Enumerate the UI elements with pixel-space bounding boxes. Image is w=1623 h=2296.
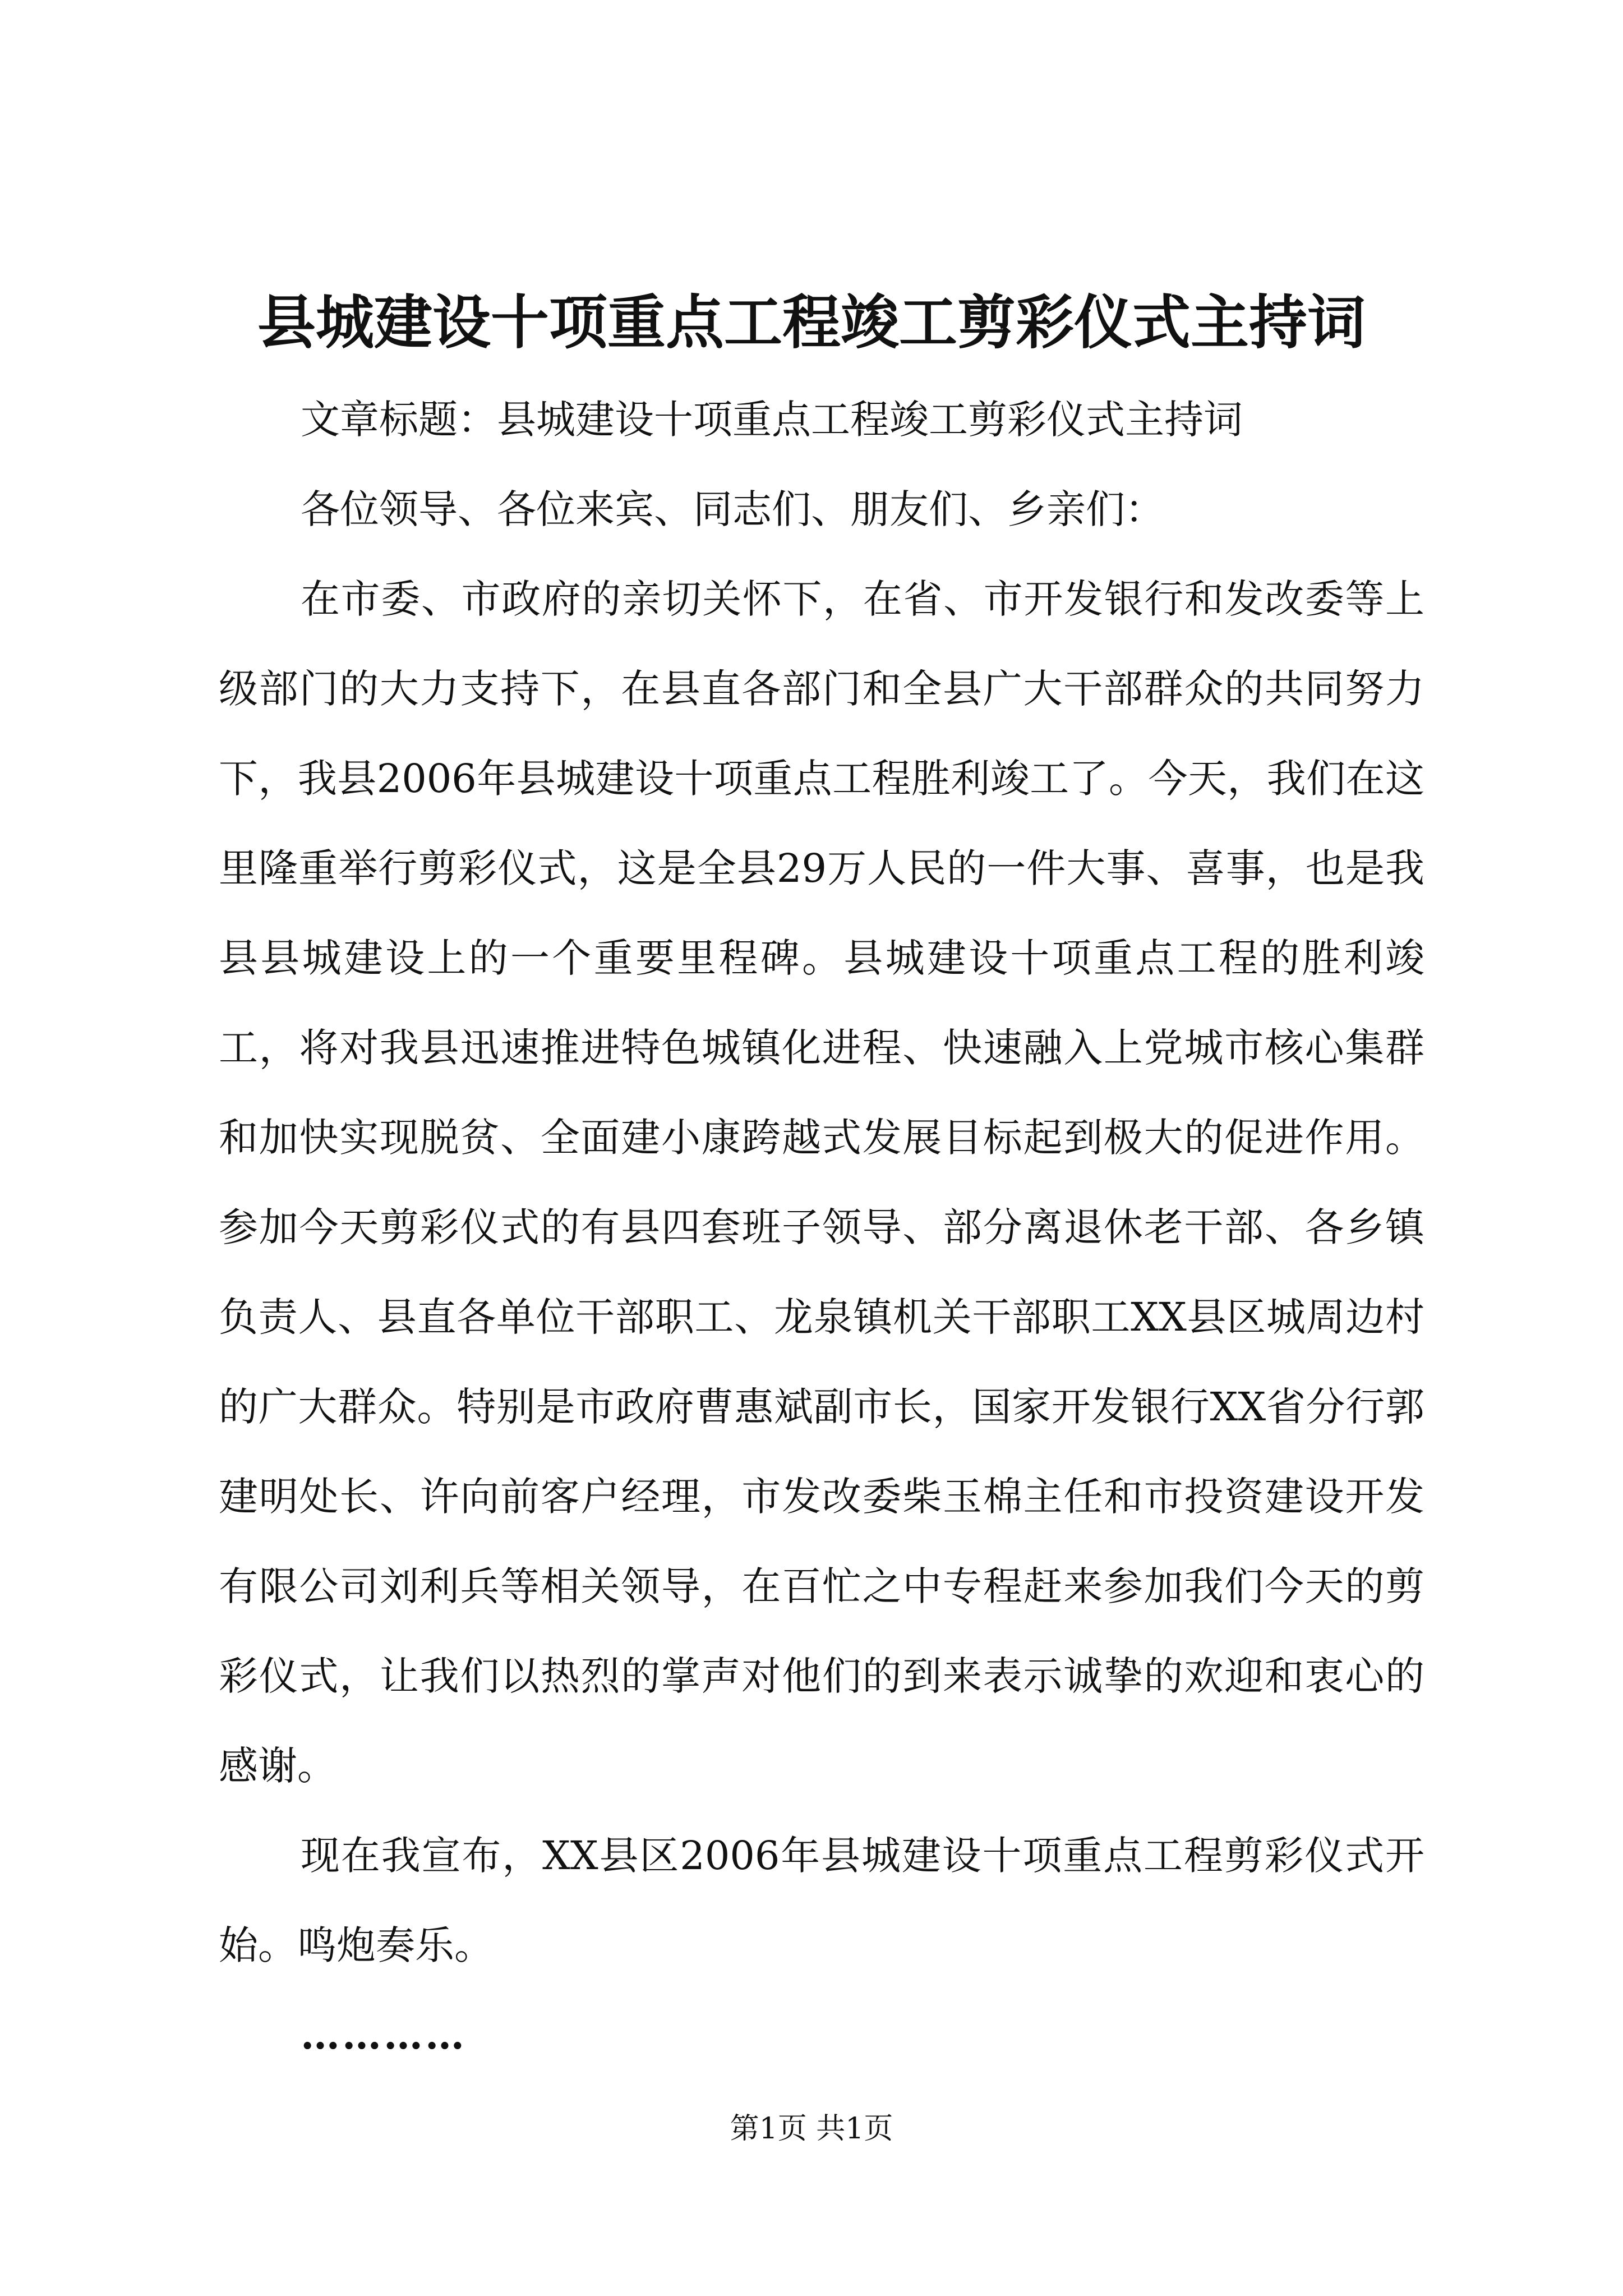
paragraph-main: 在市委、市政府的亲切关怀下，在省、市开发银行和发改委等上级部门的大力支持下，在县直各部门和全县广大干部群众的共同努力下，我县2006年县城建设十项重点工程胜利竣工了。今天，我们在这里隆重举行剪彩仪式，这是全县29万人民的一件大事、喜事，也是我县县城建设上的一个重要里程碑。县城建设十项重点工程的胜利竣工，将对我县迅速推进特色城镇化进程、快速融入上党城市核心集群和加快实现脱贫、全面建小康跨越式发展目标起到极大的促进作用。参加今天剪彩仪式的有县四套班子领导、部分离退休老干部、各乡镇负责人、县直各单位干部职工、龙泉镇机关干部职工XX县区城周边村的广大群众。特别是市政府曹惠斌副市长，国家开发银行XX省分行郭建明处长、许向前客户经理，市发改委柴玉棉主任和市投资建设开发有限公司刘利兵等相关领导，在百忙之中专程赶来参加我们今天的剪彩仪式，让我们以热烈的掌声对他们的到来表示诚挚的欢迎和衷心的感谢。 <box>219 576 1424 1789</box>
ellipsis: ………… <box>301 2012 467 2058</box>
document-title: 县城建设十项重点工程竣工剪彩仪式主持词 <box>257 288 1366 357</box>
paragraph-article-title: 文章标题：县城建设十项重点工程竣工剪彩仪式主持词 <box>301 397 1243 443</box>
document-body <box>219 375 1424 2080</box>
paragraph-greeting: 各位领导、各位来宾、同志们、朋友们、乡亲们： <box>301 486 1164 532</box>
paragraph-announcement: 现在我宣布，XX县区2006年县城建设十项重点工程剪彩仪式开始。鸣炮奏乐。 <box>219 1833 1424 1968</box>
page-footer: 第1页 共1页 <box>730 2112 893 2146</box>
